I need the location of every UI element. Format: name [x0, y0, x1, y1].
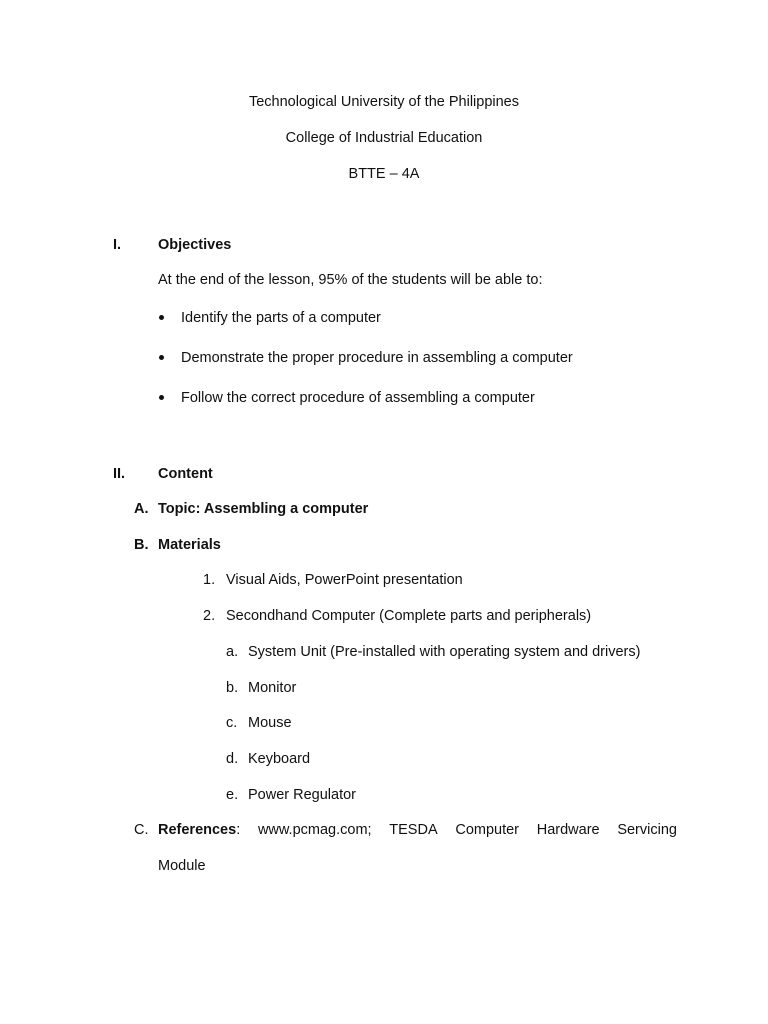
material-item: Visual Aids, PowerPoint presentation	[226, 572, 463, 588]
reference-word: TESDA	[389, 822, 438, 838]
topic-text: Topic: Assembling a computer	[158, 501, 369, 517]
subitem-text: Power Regulator	[248, 787, 356, 803]
subitem-text: Monitor	[248, 680, 297, 696]
reference-word: www.pcmag.com;	[257, 822, 372, 838]
subitem-letter: e.	[226, 787, 239, 803]
subitem-letter: d.	[226, 751, 239, 767]
university-name: Technological University of the Philippines	[248, 94, 519, 110]
objectives-heading: Objectives	[158, 237, 232, 253]
objectives-intro: At the end of the lesson, 95% of the students will be able to:	[158, 272, 543, 288]
references-label-group	[158, 821, 240, 839]
subitem-text: Keyboard	[248, 751, 311, 767]
materials-letter: B.	[134, 537, 149, 553]
material-number: 1.	[203, 572, 216, 588]
subitem-text: Mouse	[248, 715, 292, 731]
bullet-icon	[159, 355, 164, 360]
objective-item: Identify the parts of a computer	[181, 310, 381, 326]
reference-word: Servicing	[617, 822, 677, 838]
subitem-letter: a.	[226, 644, 239, 660]
content-numeral: II.	[113, 466, 126, 482]
reference-word: Hardware	[536, 822, 600, 838]
materials-heading: Materials	[158, 537, 221, 553]
subitem-letter: b.	[226, 680, 239, 696]
bullet-icon	[159, 315, 164, 320]
references-colon: :	[236, 822, 241, 838]
reference-word: Computer	[455, 822, 520, 838]
references-line	[158, 821, 677, 839]
content-heading: Content	[158, 466, 213, 482]
objective-item: Follow the correct procedure of assembling a computer	[181, 390, 535, 406]
references-letter: C.	[134, 822, 149, 838]
bullet-icon	[159, 395, 164, 400]
references-label: References	[158, 822, 237, 838]
material-number: 2.	[203, 608, 216, 624]
objective-item: Demonstrate the proper procedure in assembling a computer	[181, 350, 573, 366]
references-continuation: Module	[158, 858, 206, 874]
section-name: BTTE – 4A	[348, 166, 420, 182]
college-name: College of Industrial Education	[285, 130, 483, 146]
material-item: Secondhand Computer (Complete parts and peripherals)	[226, 608, 592, 624]
subitem-letter: c.	[226, 715, 238, 731]
topic-letter: A.	[134, 501, 149, 517]
subitem-text: System Unit (Pre-installed with operating system and drivers)	[248, 644, 641, 660]
objectives-numeral: I.	[113, 237, 122, 253]
